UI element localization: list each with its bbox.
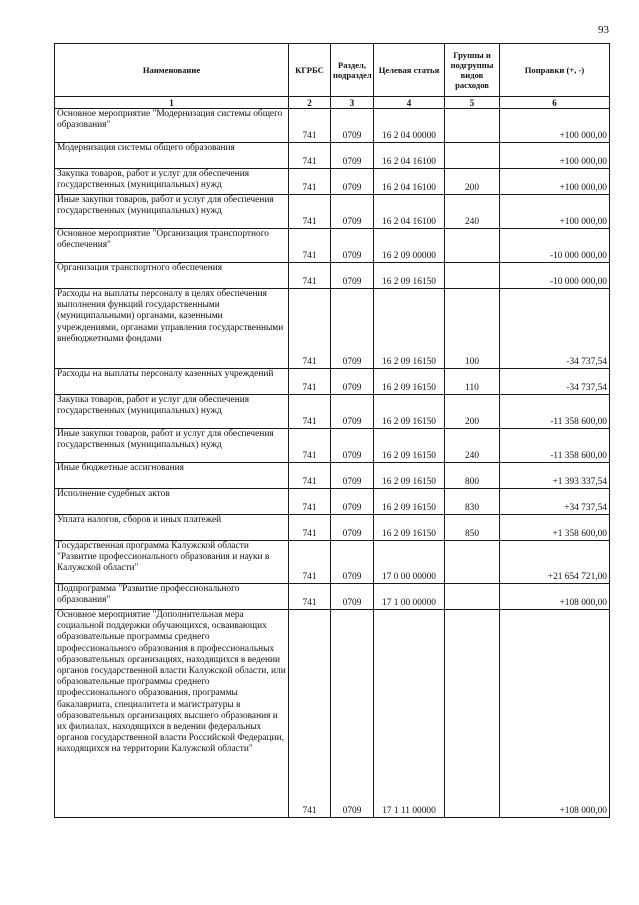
row-section: 0709	[331, 289, 374, 369]
row-amount: +1 358 600,00	[500, 515, 610, 541]
header-amendments: Поправки (+, -)	[500, 44, 610, 97]
row-name: Иные бюджетные ассигнования	[55, 463, 289, 489]
table-row	[55, 229, 610, 263]
row-kgrbs: 741	[289, 143, 331, 169]
column-number: 3	[331, 97, 374, 109]
row-target-article: 16 2 04 00000	[374, 109, 445, 143]
row-amount: +21 654 721,00	[500, 541, 610, 584]
table-row	[55, 541, 610, 584]
row-section: 0709	[331, 429, 374, 463]
table-row	[55, 289, 610, 369]
row-section: 0709	[331, 463, 374, 489]
row-target-article: 16 2 09 16150	[374, 369, 445, 395]
row-section: 0709	[331, 515, 374, 541]
row-section: 0709	[331, 610, 374, 818]
row-amount: -11 358 600,00	[500, 429, 610, 463]
row-expense-group: 240	[445, 195, 500, 229]
row-kgrbs: 741	[289, 395, 331, 429]
row-expense-group	[445, 143, 500, 169]
row-kgrbs: 741	[289, 169, 331, 195]
row-expense-group: 830	[445, 489, 500, 515]
table-row	[55, 610, 610, 818]
row-section: 0709	[331, 369, 374, 395]
table-row	[55, 515, 610, 541]
header-target-article: Целевая статья	[374, 44, 445, 97]
table-row	[55, 489, 610, 515]
column-number: 4	[374, 97, 445, 109]
row-amount: +1 393 337,54	[500, 463, 610, 489]
row-name: Расходы на выплаты персоналу казенных учреждений	[55, 369, 289, 395]
column-number: 1	[55, 97, 289, 109]
row-amount: +100 000,00	[500, 169, 610, 195]
column-number: 5	[445, 97, 500, 109]
row-amount: +34 737,54	[500, 489, 610, 515]
row-name: Закупка товаров, работ и услуг для обеспечения государственных (муниципальных) нужд	[55, 169, 289, 195]
row-section: 0709	[331, 195, 374, 229]
row-kgrbs: 741	[289, 541, 331, 584]
row-name: Основное мероприятие "Модернизация системы общего образования"	[55, 109, 289, 143]
row-target-article: 16 2 09 16150	[374, 289, 445, 369]
row-expense-group	[445, 584, 500, 610]
row-expense-group	[445, 610, 500, 818]
row-name: Расходы на выплаты персоналу в целях обеспечения выполнения функций государственными (муниципальными) органами, казенными учреждениями, органами управления государственными внебюджетными фондами	[55, 289, 289, 369]
row-expense-group	[445, 541, 500, 584]
row-target-article: 16 2 04 16100	[374, 169, 445, 195]
row-section: 0709	[331, 395, 374, 429]
column-number: 6	[500, 97, 610, 109]
header-name: Наименование	[55, 44, 289, 97]
row-section: 0709	[331, 541, 374, 584]
row-target-article: 16 2 09 16150	[374, 395, 445, 429]
table-row	[55, 463, 610, 489]
row-amount: -10 000 000,00	[500, 229, 610, 263]
header-section: Раздел, подраздел	[331, 44, 374, 97]
row-amount: +100 000,00	[500, 109, 610, 143]
row-target-article: 16 2 09 16150	[374, 489, 445, 515]
row-kgrbs: 741	[289, 463, 331, 489]
table-row	[55, 143, 610, 169]
row-kgrbs: 741	[289, 369, 331, 395]
header-row	[55, 44, 610, 97]
table-body	[55, 44, 610, 818]
row-target-article: 17 0 00 00000	[374, 541, 445, 584]
table-row	[55, 395, 610, 429]
row-expense-group: 200	[445, 169, 500, 195]
row-name: Закупка товаров, работ и услуг для обеспечения государственных (муниципальных) нужд	[55, 395, 289, 429]
row-name: Основное мероприятие "Дополнительная мера социальной поддержки обучающихся, осваивающих образовательные программы среднего профессионального образования в профессиональных образовательных организациях, находящихся в ведении органов государственной власти Калужской области, или образовательные программы среднего профессионального образования, программы бакалавриата, специалитета и магистратуры в образовательных организациях высшего образования и их филиалах, находящихся в ведении федеральных органов государственной власти Российской Федерации, находящихся на территории Калужской области"	[55, 610, 289, 818]
row-amount: -34 737,54	[500, 289, 610, 369]
table-row	[55, 429, 610, 463]
header-kgrbs: КГРБС	[289, 44, 331, 97]
row-target-article: 16 2 09 16150	[374, 429, 445, 463]
row-name: Основное мероприятие "Организация транспортного обеспечения"	[55, 229, 289, 263]
row-target-article: 17 1 00 00000	[374, 584, 445, 610]
row-expense-group	[445, 263, 500, 289]
row-name: Модернизация системы общего образования	[55, 143, 289, 169]
row-kgrbs: 741	[289, 263, 331, 289]
row-kgrbs: 741	[289, 610, 331, 818]
row-name: Иные закупки товаров, работ и услуг для обеспечения государственных (муниципальных) нужд	[55, 195, 289, 229]
row-section: 0709	[331, 489, 374, 515]
row-target-article: 16 2 09 16150	[374, 463, 445, 489]
row-target-article: 17 1 11 00000	[374, 610, 445, 818]
row-amount: +108 000,00	[500, 610, 610, 818]
table-row	[55, 263, 610, 289]
row-target-article: 16 2 09 16150	[374, 263, 445, 289]
row-section: 0709	[331, 143, 374, 169]
row-target-article: 16 2 09 16150	[374, 515, 445, 541]
budget-amendments-table	[54, 43, 610, 818]
row-expense-group: 100	[445, 289, 500, 369]
table-row	[55, 369, 610, 395]
row-expense-group: 240	[445, 429, 500, 463]
row-name: Организация транспортного обеспечения	[55, 263, 289, 289]
row-amount: -10 000 000,00	[500, 263, 610, 289]
row-expense-group	[445, 109, 500, 143]
row-section: 0709	[331, 169, 374, 195]
row-target-article: 16 2 04 16100	[374, 195, 445, 229]
row-expense-group: 110	[445, 369, 500, 395]
row-amount: +108 000,00	[500, 584, 610, 610]
row-target-article: 16 2 09 00000	[374, 229, 445, 263]
row-amount: -11 358 600,00	[500, 395, 610, 429]
row-kgrbs: 741	[289, 429, 331, 463]
row-expense-group	[445, 229, 500, 263]
column-number: 2	[289, 97, 331, 109]
row-kgrbs: 741	[289, 584, 331, 610]
row-section: 0709	[331, 263, 374, 289]
row-section: 0709	[331, 229, 374, 263]
row-section: 0709	[331, 109, 374, 143]
row-expense-group: 200	[445, 395, 500, 429]
row-amount: +100 000,00	[500, 195, 610, 229]
row-kgrbs: 741	[289, 109, 331, 143]
row-amount: -34 737,54	[500, 369, 610, 395]
row-name: Исполнение судебных актов	[55, 489, 289, 515]
row-name: Иные закупки товаров, работ и услуг для обеспечения государственных (муниципальных) нужд	[55, 429, 289, 463]
row-kgrbs: 741	[289, 195, 331, 229]
table-row	[55, 195, 610, 229]
row-kgrbs: 741	[289, 489, 331, 515]
row-expense-group: 850	[445, 515, 500, 541]
row-kgrbs: 741	[289, 229, 331, 263]
row-amount: +100 000,00	[500, 143, 610, 169]
row-target-article: 16 2 04 16100	[374, 143, 445, 169]
table-row	[55, 169, 610, 195]
row-name: Государственная программа Калужской области "Развитие профессионального образования и науки в Калужской области"	[55, 541, 289, 584]
header-expense-group: Группы и подгруппы видов расходов	[445, 44, 500, 97]
row-name: Подпрограмма "Развитие профессионального образования"	[55, 584, 289, 610]
row-kgrbs: 741	[289, 289, 331, 369]
row-kgrbs: 741	[289, 515, 331, 541]
row-expense-group: 800	[445, 463, 500, 489]
row-name: Уплата налогов, сборов и иных платежей	[55, 515, 289, 541]
table-row	[55, 109, 610, 143]
column-number-row	[55, 97, 610, 109]
page-number: 93	[598, 24, 609, 36]
row-section: 0709	[331, 584, 374, 610]
table-row	[55, 584, 610, 610]
